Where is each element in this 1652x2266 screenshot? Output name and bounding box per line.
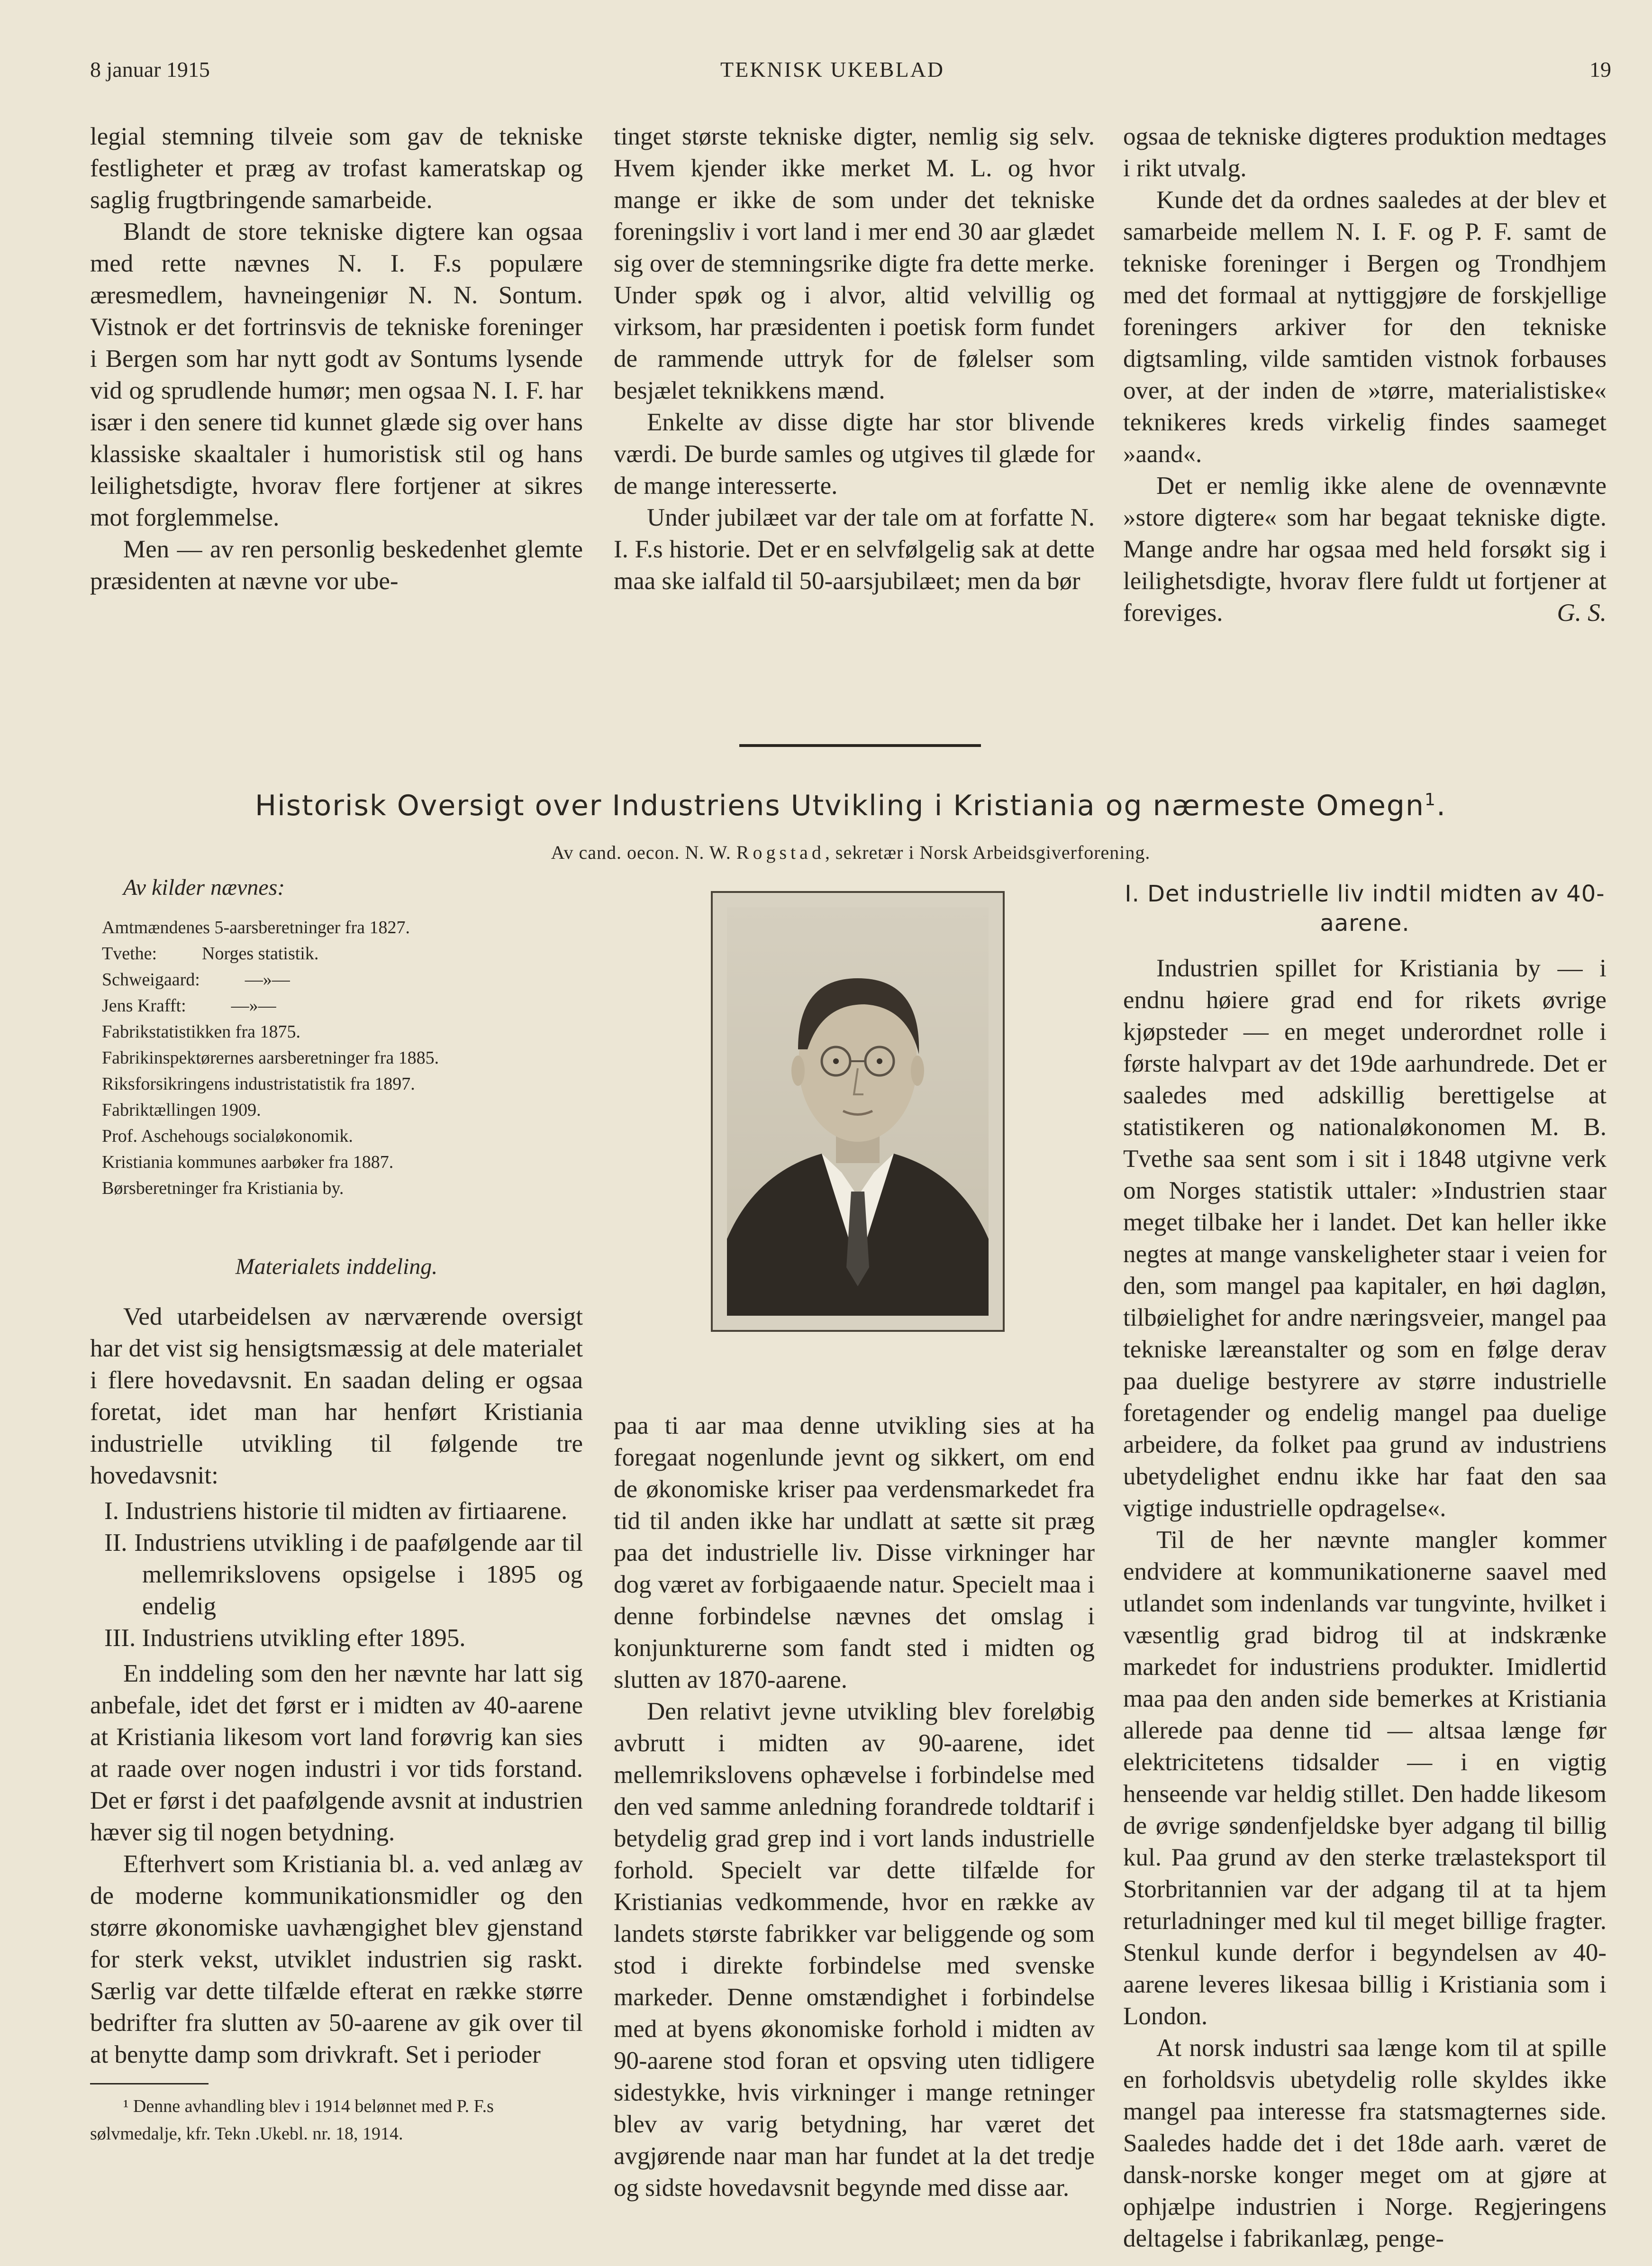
source-item: Børsberetninger fra Kristiania by. [102, 1178, 344, 1198]
paragraph: legial stemning tilveie som gav de tekniske festligheter et præg av trofast kameratskap og saglig frugtbringende samarbeide. [90, 123, 583, 214]
source-item: Fabrikstatistikken fra 1875. [102, 1022, 300, 1042]
source-item: Fabriktællingen 1909. [102, 1100, 261, 1120]
article-column-3 [1123, 953, 1607, 2255]
paragraph: Men — av ren personlig beskedenhet glemte præsidenten at nævne vor ube- [90, 536, 583, 595]
article-title: Historisk Oversigt over Industriens Utvikling i Kristiania og nærmeste Omegn$^1$. [254, 789, 1447, 822]
paragraph: ogsaa de tekniske digteres produktion medtages i rikt utvalg. [1123, 123, 1607, 182]
top-column-2 [614, 121, 1095, 597]
byline [90, 841, 1611, 864]
paragraph: Efterhvert som Kristiania bl. a. ved anlæg av de moderne kommunikationsmidler og den større økonomiske uavhængighet blev gjenstand for sterk vekst, utviklet industrien sig raskt. Særlig var dette tilfælde efterat en række større bedrifter fra slutten av 50-aarene av gik over til at benytte damp som drivkraft. Set i perioder [90, 1850, 583, 2068]
top-column-3 [1123, 121, 1607, 629]
signature: G. S. [1557, 599, 1607, 627]
issue-date: 8 januar 1915 [90, 57, 210, 82]
article-column-1 [90, 1301, 583, 2071]
source-item: Prof. Aschehougs socialøkonomik. [102, 1126, 353, 1146]
source-item: Schweigaard: —»— [102, 970, 290, 990]
paragraph: Til de her nævnte mangler kommer endvidere at kommunikationerne saavel med utlandet som indenlands var tungvinte, hvilket i væsentlig grad bidrog til at indskrænke markedet for industriens produkter. Imidlertid maa paa den anden side bemerkes at Kristiania allerede paa denne tid — altsaa længe før elektricitetens tidsalder — i en vigtig henseende var heldig stillet. Den hadde likesom de øvrige søndenfjeldske byer adgang til billig kul. Paa grund av den sterke trælasteksport til Storbritannien var der adgang til at ta hjem returladninger med kul til meget billige fragter. Stenkul kunde derfor i begyndelsen av 40-aarene leveres likesaa billig i Kristiania som i London. [1123, 1526, 1607, 2030]
paragraph: En inddeling som den her nævnte har latt sig anbefale, idet det først er i midten av 40-aarene at Kristiania likesom vort land forøvrig kan sies at raade over nogen industri i vor tids forstand. Det er først i det paafølgende avsnit at industrien hæver sig til nogen betydning. [90, 1660, 583, 1846]
source-item: Riksforsikringens industristatistik fra 1897. [102, 1074, 415, 1094]
paragraph: Det er nemlig ikke alene de ovennævnte »store digtere« som har begaat tekniske digte. Mange andre har ogsaa med held forsøkt sig i leilighetsdigte, hvorav flere fuldt ut fortjener at foreviges. [1123, 472, 1607, 627]
section-divider [739, 744, 981, 747]
portrait-image [727, 907, 989, 1316]
paragraph: tinget største tekniske digter, nemlig sig selv. Hvem kjender ikke merket M. L. og hvor mange er ikke de som under det tekniske foreningsliv i vort land i mer end 30 aar glædet sig over de stemningsrike digte fra dette merke. Under spøk og i alvor, altid velvillig og virksom, har præsidenten i poetisk form fundet de rammende uttryk for de følelser som besjælet teknikkens mænd. [614, 123, 1095, 404]
divisions-list [90, 1495, 583, 1654]
paragraph: Blandt de store tekniske digtere kan ogsaa med rette nævnes N. I. F.s populære æresmedlem, havneingeniør N. N. Sontum. Vistnok er det fortrinsvis de tekniske foreninger i Bergen som har nytt godt av Sontums lysende vid og sprudlende humør; men ogsaa N. I. F. har især i den senere tid kunnet glæde sig over hans klassiske skaaltaler i humoristisk stil og hans leilighetsdigte, hvorav flere fortjener at sikres mot forglemmelse. [90, 218, 583, 531]
footnote-rule [90, 2083, 209, 2084]
division-item: I. Industriens historie til midten av firtiaarene. [104, 1497, 568, 1525]
paragraph: Ved utarbeidelsen av nærværende oversigt har det vist sig hensigtsmæssig at dele materialet i flere hovedavsnit. En saadan deling er ogsaa foretat, idet man har henført Kristiania industrielle utvikling til følgende tre hovedavsnit: [90, 1303, 583, 1489]
source-item: Fabrikinspektørernes aarsberetninger fra 1885. [102, 1048, 439, 1068]
source-item: Jens Krafft: —»— [102, 996, 276, 1016]
section-heading: I. Det industrielle liv indtil midten av 40-aarene. [1125, 881, 1605, 937]
byline-prefix: Av cand. oecon. N. W. [551, 842, 731, 863]
portrait-drawing [727, 907, 989, 1316]
paragraph: Under jubilæet var der tale om at forfatte N. I. F.s historie. Det er en selvfølgelig sak at dette maa ske ialfald til 50-aarsjubilæet; men da bør [614, 504, 1095, 595]
footnote-marker: 1 [1425, 790, 1436, 810]
source-item: Amtmændenes 5-aarsberetninger fra 1827. [102, 918, 410, 937]
page-header [90, 57, 1611, 95]
division-item: II. Industriens utvikling i de paafølgende aar til mellemrikslovens opsigelse i 1895 og endelig [104, 1529, 583, 1620]
footnote-line: ¹ Denne avhandling blev i 1914 belønnet med P. F.s [123, 2096, 494, 2116]
article-column-2 [614, 1410, 1095, 2204]
paragraph: Industrien spillet for Kristiania by — i endnu høiere grad end for rikets øvrige kjøpsteder — en meget underordnet rolle i første halvpart av det 19de aarhundrede. Det er saaledes med adskillig berettigelse at statistikeren og nationaløkonomen M. B. Tvethe saa sent som i sit i 1848 utgivne verk om Norges statistik uttaler: »Industrien staar meget tilbake her i landet. Det kan heller ikke negtes at mange vanskeligheter staar i veien for den, som mangel paa kapitaler, en høi dagløn, tilbøielighet for andre næringsveier, mangel paa tekniske læreanstalter og som en følge derav paa duelige bestyrere av større industrielle foretagender og endelig mangel paa duelige arbeidere, da folket paa grund av industriens ubetydelighet endnu ikke har faat den saa vigtige industrielle opdragelse«. [1123, 955, 1607, 1522]
author-portrait [711, 891, 1005, 1332]
sources-heading: Av kilder nævnes: [123, 875, 285, 900]
journal-title: TEKNISK UKEBLAD [720, 57, 945, 82]
paragraph: Den relativt jevne utvikling blev foreløbig avbrutt i midten av 90-aarene, idet mellemrikslovens ophævelse i forbindelse med den ved samme anledning forandrede toldtarif i betydelig grad grep ind i vort lands industrielle forhold. Specielt var dette tilfælde for Kristianias vedkommende, hvor en række av landets største fabrikker var beliggende og som stod i direkte forbindelse med svenske markeder. Denne omstændighet i forbindelse med at byens økonomiske forhold i midten av 90-aarene stod foran et opsving uten tidligere sidestykke, hvis virkninger i mange retninger blev av varig betydning, har været det avgjørende naar man har fundet at la det tredje og sidste hovedavsnit begynde med disse aar. [614, 1698, 1095, 2202]
source-item: Kristiania kommunes aarbøker fra 1887. [102, 1152, 394, 1172]
top-column-1 [90, 121, 583, 597]
division-item: III. Industriens utvikling efter 1895. [104, 1624, 466, 1652]
paragraph: paa ti aar maa denne utvikling sies at ha foregaat nogenlunde jevnt og sikkert, om end de økonomiske kriser paa verdensmarkedet fra tid til anden ikke har undlatt at sætte sit præg paa det industrielle liv. Disse virkninger har dog været av forbigaaende natur. Specielt maa i denne forbindelse nævnes det omslag i konjunkturerne som fandt sted i midten og slutten av 1870-aarene. [614, 1412, 1095, 1693]
footnote [90, 2093, 583, 2148]
byline-suffix: , sekretær i Norsk Arbeidsgiverforening. [825, 842, 1151, 863]
footnote-line: sølvmedalje, kfr. Tekn .Ukebl. nr. 18, 1914. [90, 2124, 403, 2144]
paragraph: Enkelte av disse digte har stor blivende værdi. De burde samles og utgives til glæde for de mange interesserte. [614, 409, 1095, 500]
source-item: Tvethe: Norges statistik. [102, 944, 319, 964]
materials-heading: Materialets inddeling. [235, 1254, 438, 1279]
paragraph: Kunde det da ordnes saaledes at der blev et samarbeide mellem N. I. F. og P. F. samt de tekniske foreninger i Bergen og Trondhjem med det formaal at nyttiggjøre de forskjellige foreningers arkiver for den tekniske digtsamling, vilde samtiden vistnok forbauses over, at der inden de »tørre, materialistiske« teknikeres kreds virkelig findes saameget »aand«. [1123, 186, 1607, 468]
article-title-text: Historisk Oversigt over Industriens Utvikling i Kristiania og nærmeste Omegn [254, 789, 1425, 822]
author-name: Rogstad [736, 842, 825, 863]
sources-list [102, 915, 585, 1201]
paragraph: At norsk industri saa længe kom til at spille en forholdsvis ubetydelig rolle skyldes ikke mangel paa interesse fra statsmagternes side. Saaledes hadde det i det 18de aarh. været de dansk-norske konger meget om at gjøre at ophjælpe industrien i Norge. Regjeringens deltagelse i fabrikanlæg, penge- [1123, 2034, 1607, 2252]
page-number: 19 [1589, 57, 1611, 82]
